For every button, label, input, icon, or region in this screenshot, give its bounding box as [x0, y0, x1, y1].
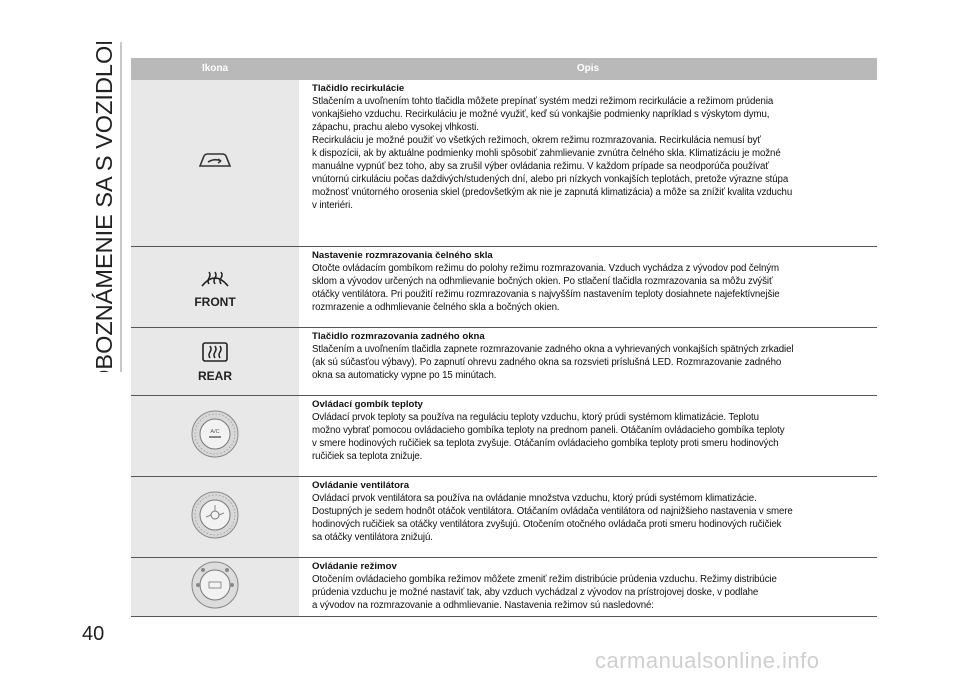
header-icon-column: Ikona: [201, 63, 229, 74]
row-title: Tlačidlo rozmrazovania zadného okna: [312, 331, 485, 342]
icon-cell: [131, 247, 300, 327]
mode-knob-icon: [190, 560, 240, 615]
description-cell: [300, 247, 877, 327]
row-title: Ovládanie ventilátora: [312, 480, 410, 491]
description-cell: [300, 80, 877, 246]
fan-knob-icon: [190, 490, 240, 545]
temperature-knob-icon: [190, 409, 240, 464]
description-cell: [300, 396, 877, 476]
rear-label: REAR: [197, 369, 232, 383]
table-row: [131, 477, 877, 558]
table-row: [131, 247, 877, 328]
recirculation-icon: [195, 150, 235, 177]
table-row: [131, 558, 877, 617]
description-cell: [300, 328, 877, 395]
front-label: FRONT: [194, 294, 236, 309]
header-description-column: Opis: [576, 63, 600, 74]
icon-cell: [131, 477, 300, 557]
row-title: Ovládanie režimov: [312, 561, 397, 572]
row-title: Nastavenie rozmrazovania čelného skla: [312, 250, 493, 261]
row-text: Stlačením a uvoľnením tohto tlačidla môžete prepínať systém medzi režimom recirkulácie a režimom prúdenia vonkajšieho vzduchu. Recirkuláciu je možné využiť, keď sú vonkajšie podmienky napríklad s výskytom dymu, zápachu, prachu alebo vysokej vlhkosti. Recirkuláciu je možné použiť vo všetkých režimoch, okrem režimu rozmrazovania. Recirkulácia nemusí byť k dispozícii, ak by aktuálne podmienky mohli spôsobiť zahmlievanie zvnútra čelného skla. Klimatizáciu je možné manuálne vypnúť bez toho, aby sa zrušil výber ovládania režimu. V každom prípade sa neodporúča používať vnútornú cirkuláciu počas daždivých/studených dní, alebo pri nízkych vonkajších teplotách, pretože výrazne stúpa možnosť vnútorného orosenia skiel (predovšetkým ak nie je zapnutá klimatizácia) a môže sa znížiť kvalita vzduchu v interiéri.: [312, 96, 793, 211]
row-text: Ovládací prvok ventilátora sa používa na ovládanie množstva vzduchu, ktorý prúdi systémom klimatizácie. Dostupných je sedem hodnôt otáčok ventilátora. Otáčaním ovládača ventilátora od najnižšieho nastavenia v smere hodinových ručičiek sa otáčky ventilátora zvyšujú. Otočením otočného ovládača proti smeru hodinových ručičiek sa otáčky ventilátora znižujú.: [312, 493, 793, 543]
climate-controls-table: [131, 58, 877, 617]
table-row: [131, 80, 877, 247]
front-defrost-icon: [200, 266, 230, 295]
row-text: Otočením ovládacieho gombíka režimov môžete zmeniť režim distribúcie prúdenia vzduchu. Režimy distribúcie prúdenia vzduchu je možné nastaviť tak, aby vzduch vychádzal z vývodov na prístrojovej doske, v podlahe a vývodov na rozmrazovanie a odhmlievanie. Nastavenia režimov sú nasledovné:: [312, 574, 777, 611]
description-cell: [300, 477, 877, 557]
row-text: Ovládací prvok teploty sa používa na reguláciu teploty vzduchu, ktorý prúdi systémom klimatizácie. Teplotu možno vybrať pomocou ovládacieho gombíka teploty na prednom paneli. Otáčaním ovládacieho gombíka teploty v smere hodinových ručičiek sa teplota zvyšuje. Otáčaním ovládacieho gombíka teploty proti smeru hodinových ručičiek sa teplota znižuje.: [312, 412, 785, 462]
row-title: Ovládací gombík teploty: [312, 399, 423, 410]
knob-label: A/C: [210, 428, 220, 435]
table-row: [131, 396, 877, 477]
page-number: 40: [82, 623, 105, 645]
row-text: Stlačením a uvoľnením tlačidla zapnete rozmrazovanie zadného okna a vyhrievaných vonkajších spätných zrkadiel (ak sú súčasťou výbavy). Po zapnutí ohrevu zadného okna sa rozsvieti príslušná LED. Rozmrazovanie zadného okna sa automaticky vypne po 15 minútach.: [312, 344, 794, 381]
chapter-title: [79, 42, 129, 372]
table-header: [131, 58, 877, 80]
icon-cell: [131, 80, 300, 246]
icon-cell: [131, 396, 300, 476]
icon-cell: [131, 558, 300, 616]
table-row: [131, 328, 877, 396]
description-cell: [300, 558, 877, 616]
chapter-title-text: OBOZNÁMENIE SA S VOZIDLOM: [91, 42, 117, 372]
rear-defrost-icon: [200, 340, 230, 369]
row-text: Otočte ovládacím gombíkom režimu do polohy režimu rozmrazovania. Vzduch vychádza z vývodov pod čelným sklom a vývodov určených na odhmlievanie bočných okien. Po stlačení tlačidla rozmrazovania sa môžu zvýšiť otáčky ventilátora. Pri použití režimu rozmrazovania s najvyšším nastavením teploty dosiahnete najefektívnejšie rozmrazenie a odhmlievanie čelného skla a bočných okien.: [312, 263, 780, 313]
row-title: Tlačidlo recirkulácie: [312, 83, 405, 94]
watermark: carmanualsonline.info: [595, 648, 820, 673]
icon-cell: [131, 328, 300, 395]
